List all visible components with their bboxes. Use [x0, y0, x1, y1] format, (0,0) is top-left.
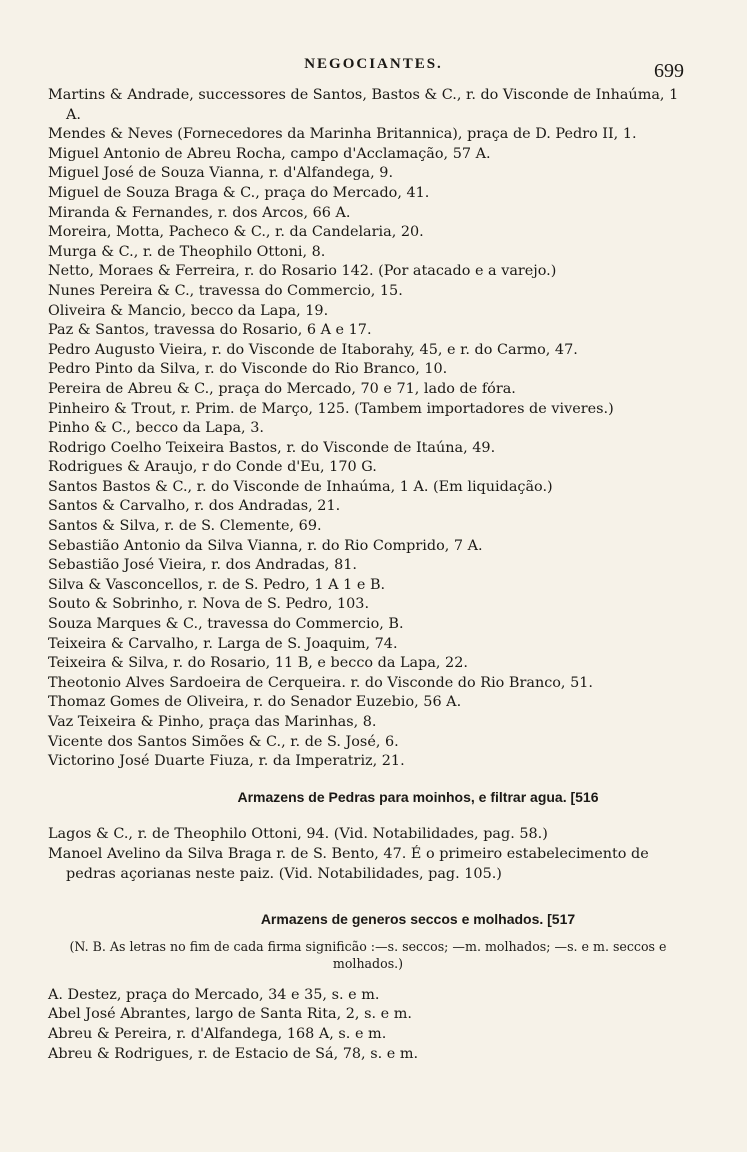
list-item: Manoel Avelino da Silva Braga r. de S. Bento, 47. É o primeiro estabelecimento de pedras açorianas neste paiz. (Vid. Notabilidades, pag. 105.) [48, 845, 649, 882]
list-item: Thomaz Gomes de Oliveira, r. do Senador Euzebio, 56 A. [48, 694, 462, 711]
list-item: Miranda & Fernandes, r. dos Arcos, 66 A. [48, 204, 351, 221]
section-heading: Armazens de Pedras para moinhos, e filtrar agua. [516 [237, 788, 599, 805]
list-item: Rodrigues & Araujo, r do Conde d'Eu, 170 G. [48, 459, 377, 476]
list-item: Miguel José de Souza Vianna, r. d'Alfandega, 9. [48, 165, 394, 182]
list-item: Santos & Carvalho, r. dos Andradas, 21. [48, 498, 341, 515]
list-item: Theotonio Alves Sardoeira de Cerqueira. r. do Visconde do Rio Branco, 51. [48, 674, 593, 691]
directory-listing [48, 86, 688, 1064]
list-item: Santos & Silva, r. de S. Clemente, 69. [48, 518, 322, 535]
section-heading: Armazens de generos seccos e molhados. [517 [260, 911, 576, 928]
list-item: Abreu & Pereira, r. d'Alfandega, 168 A, s. e m. [48, 1025, 387, 1042]
list-item: Victorino José Duarte Fiuza, r. da Imperatriz, 21. [48, 753, 405, 770]
list-item: Rodrigo Coelho Teixeira Bastos, r. do Visconde de Itaúna, 49. [48, 439, 496, 456]
list-item: Sebastião Antonio da Silva Vianna, r. do Rio Comprido, 7 A. [48, 537, 483, 554]
list-item: Teixeira & Carvalho, r. Larga de S. Joaquim, 74. [48, 635, 398, 652]
list-item: Pinho & C., becco da Lapa, 3. [48, 420, 264, 437]
list-item: Pereira de Abreu & C., praça do Mercado, 70 e 71, lado de fóra. [48, 380, 516, 397]
page-header [0, 50, 747, 80]
list-item: Abel José Abrantes, largo de Santa Rita, 2, s. e m. [48, 1006, 412, 1023]
list-item: Miguel de Souza Braga & C., praça do Mercado, 41. [48, 184, 430, 201]
abbreviation-note: (N. B. As letras no fim de cada firma significão :—s. seccos; —m. molhados; —s. e m. seccos e molhados.) [69, 938, 667, 971]
list-item: Mendes & Neves (Fornecedores da Marinha Britannica), praça de D. Pedro II, 1. [48, 126, 637, 143]
list-item: Pedro Augusto Vieira, r. do Visconde de Itaborahy, 45, e r. do Carmo, 47. [48, 341, 578, 358]
list-item: Martins & Andrade, successores de Santos, Bastos & C., r. do Visconde de Inhaúma, 1 A. [48, 87, 679, 123]
list-item: Teixeira & Silva, r. do Rosario, 11 B, e becco da Lapa, 22. [48, 655, 468, 672]
list-item: Paz & Santos, travessa do Rosario, 6 A e 17. [48, 322, 372, 339]
list-item: Souto & Sobrinho, r. Nova de S. Pedro, 103. [48, 596, 370, 613]
list-item: A. Destez, praça do Mercado, 34 e 35, s. e m. [48, 986, 380, 1003]
list-item: Vaz Teixeira & Pinho, praça das Marinhas, 8. [48, 714, 377, 730]
list-item: Nunes Pereira & C., travessa do Commercio, 15. [48, 282, 403, 299]
running-title: NEGOCIANTES. [304, 56, 443, 72]
list-item: Abreu & Rodrigues, r. de Estacio de Sá, 78, s. e m. [48, 1045, 419, 1062]
list-item: Sebastião José Vieira, r. dos Andradas, 81. [48, 557, 357, 574]
list-item: Miguel Antonio de Abreu Rocha, campo d'Acclamação, 57 A. [48, 145, 491, 162]
list-item: Oliveira & Mancio, becco da Lapa, 19. [48, 302, 329, 319]
list-item: Pedro Pinto da Silva, r. do Visconde do Rio Branco, 10. [48, 361, 448, 378]
list-item: Lagos & C., r. de Theophilo Ottoni, 94. (Vid. Notabilidades, pag. 58.) [48, 826, 548, 843]
list-item: Netto, Moraes & Ferreira, r. do Rosario 142. (Por atacado e a varejo.) [48, 263, 557, 280]
list-item: Vicente dos Santos Simões & C., r. de S. José, 6. [48, 733, 399, 750]
list-item: Murga & C., r. de Theophilo Ottoni, 8. [48, 243, 326, 260]
list-item: Santos Bastos & C., r. do Visconde de Inhaúma, 1 A. (Em liquidação.) [48, 478, 553, 495]
list-item: Moreira, Motta, Pacheco & C., r. da Candelaria, 20. [48, 224, 424, 241]
list-item: Silva & Vasconcellos, r. de S. Pedro, 1 A 1 e B. [48, 576, 386, 593]
list-item: Souza Marques & C., travessa do Commercio, B. [48, 616, 404, 633]
page-number: 699 [654, 60, 684, 82]
list-item: Pinheiro & Trout, r. Prim. de Março, 125. (Tambem importadores de viveres.) [48, 400, 614, 417]
